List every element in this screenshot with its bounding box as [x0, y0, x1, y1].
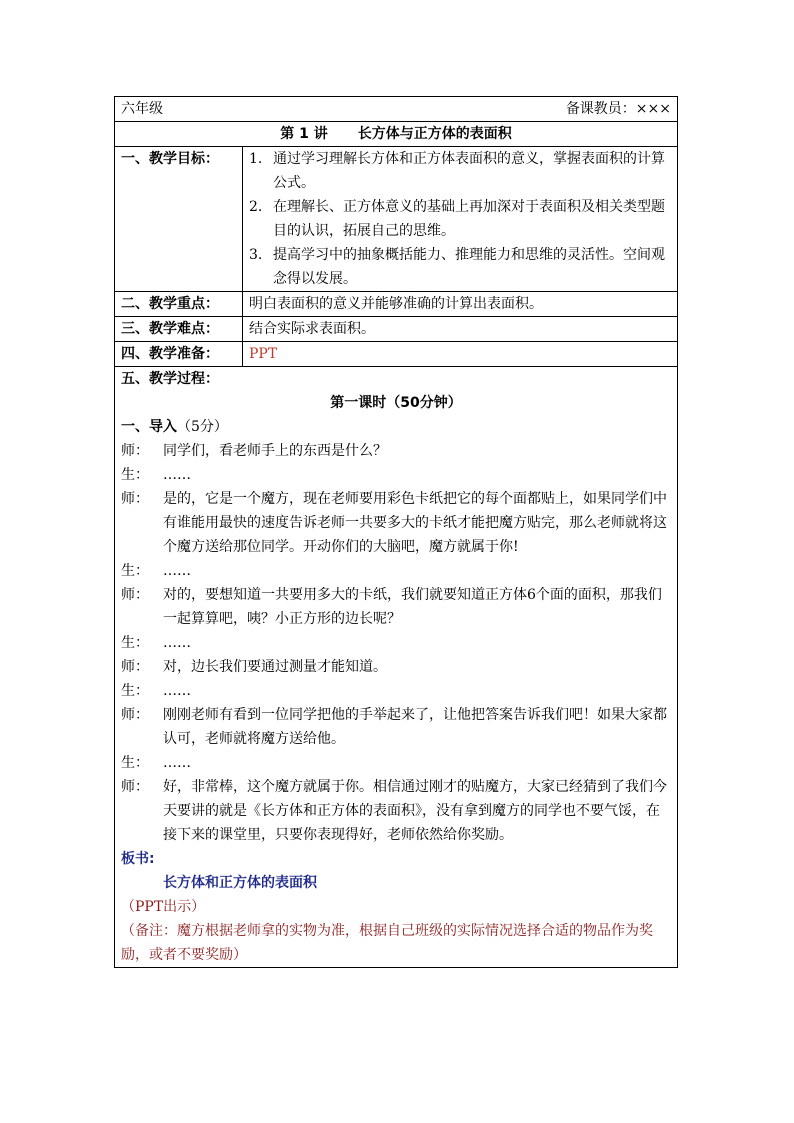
- goal-number: 3.: [249, 247, 263, 263]
- intro-heading: [121, 415, 671, 439]
- remark-note: （备注：魔方根据老师拿的实物为准，根据自己班级的实际情况选择合适的物品作为奖励，或者不要奖励）: [121, 923, 653, 963]
- key-points-row: [115, 292, 678, 317]
- difficulties-label: 三、教学难点：: [115, 317, 243, 342]
- difficulties-text: 结合实际求表面积。: [243, 317, 678, 342]
- preparation-row: [115, 342, 678, 367]
- goal-text: 提高学习中的抽象概括能力、推理能力和思维的灵活性。空间观念得以发展。: [273, 247, 665, 287]
- dialog-text: 对，边长我们要通过测量才能知道。: [163, 659, 387, 675]
- goal-text: 通过学习理解长方体和正方体表面积的意义，掌握表面积的计算公式。: [273, 151, 665, 191]
- dialog-line: [121, 487, 671, 559]
- goals-row: [115, 147, 678, 292]
- goal-item: [249, 243, 671, 291]
- goal-text: 在理解长、正方体意义的基础上再加深对于表面积及相关类型题目的认识，拓展自己的思维。: [273, 199, 665, 239]
- dialog-line: [121, 631, 671, 655]
- preparation-text: PPT: [243, 342, 678, 367]
- dialog-line: [121, 655, 671, 679]
- process-label: 五、教学过程：: [121, 371, 219, 387]
- intro-time: （5分）: [177, 419, 228, 435]
- lesson-plan-page: [114, 96, 677, 968]
- dialog-speaker: 师：: [121, 659, 149, 675]
- header-row: [115, 97, 678, 122]
- dialog-line: [121, 439, 671, 463]
- key-points-label: 二、教学重点：: [115, 292, 243, 317]
- goals-label: 一、教学目标：: [115, 147, 243, 292]
- key-points-text: 明白表面积的意义并能够准确的计算出表面积。: [243, 292, 678, 317]
- ppt-note: （PPT出示）: [121, 899, 206, 915]
- dialog-speaker: 师：: [121, 779, 149, 795]
- dialog-line: [121, 703, 671, 751]
- dialog-line: [121, 559, 671, 583]
- goal-number: 2.: [249, 199, 263, 215]
- dialog-line: [121, 583, 671, 631]
- dialog-speaker: 生：: [121, 755, 149, 771]
- dialog-text: ……: [163, 683, 191, 699]
- dialog-text: ……: [163, 755, 191, 771]
- difficulties-row: [115, 317, 678, 342]
- dialog-speaker: 师：: [121, 491, 149, 507]
- lesson-title: 长方体与正方体的表面积: [357, 126, 512, 142]
- dialog-text: 是的，它是一个魔方，现在老师要用彩色卡纸把它的每个面都贴上，如果同学们中有谁能用最快的速度告诉老师一共要多大的卡纸才能把魔方贴完，那么老师就将这个魔方送给那位同学。开动你们的大脑吧，魔方就属于你!: [163, 491, 667, 555]
- dialog-line: [121, 679, 671, 703]
- dialog-speaker: 师：: [121, 587, 149, 603]
- teacher-label: 备课教员：×××: [565, 101, 672, 117]
- lesson-title-row: [115, 122, 678, 147]
- dialog-speaker: 生：: [121, 683, 149, 699]
- intro-label: 一、导入: [121, 419, 177, 435]
- dialog-line: [121, 751, 671, 775]
- board-title: 长方体和正方体的表面积: [163, 875, 317, 891]
- goal-item: [249, 147, 671, 195]
- period-title: 第一课时（50分钟）: [330, 395, 462, 411]
- dialog-speaker: 师：: [121, 443, 149, 459]
- goal-number: 1.: [249, 151, 263, 167]
- lesson-number: 第 1 讲: [280, 126, 328, 142]
- dialog-speaker: 师：: [121, 707, 149, 723]
- dialog-text: ……: [163, 635, 191, 651]
- grade-label: 六年级: [121, 101, 163, 117]
- process-row: [115, 367, 678, 968]
- dialog-text: 对的，要想知道一共要用多大的卡纸，我们就要知道正方体6个面的面积，那我们一起算算吧，咦？小正方形的边长呢？: [163, 587, 662, 627]
- dialog-speaker: 生：: [121, 635, 149, 651]
- dialog-speaker: 生：: [121, 467, 149, 483]
- lesson-plan-table: [114, 96, 678, 968]
- preparation-label: 四、教学准备：: [115, 342, 243, 367]
- dialog-line: [121, 775, 671, 847]
- goal-item: [249, 195, 671, 243]
- goals-list: [249, 147, 671, 291]
- dialog-speaker: 生：: [121, 563, 149, 579]
- dialog-text: 刚刚老师有看到一位同学把他的手举起来了，让他把答案告诉我们吧！如果大家都认可，老师就将魔方送给他。: [163, 707, 667, 747]
- dialog-text: 好，非常棒，这个魔方就属于你。相信通过刚才的贴魔方，大家已经猜到了我们今天要讲的就是《长方体和正方体的表面积》，没有拿到魔方的同学也不要气馁，在接下来的课堂里，只要你表现得好，老师依然给你奖励。: [163, 779, 667, 843]
- dialog-text: ……: [163, 467, 191, 483]
- board-label: 板书:: [121, 851, 155, 867]
- dialog-line: [121, 463, 671, 487]
- dialog-text: 同学们，看老师手上的东西是什么？: [163, 443, 387, 459]
- dialog-text: ……: [163, 563, 191, 579]
